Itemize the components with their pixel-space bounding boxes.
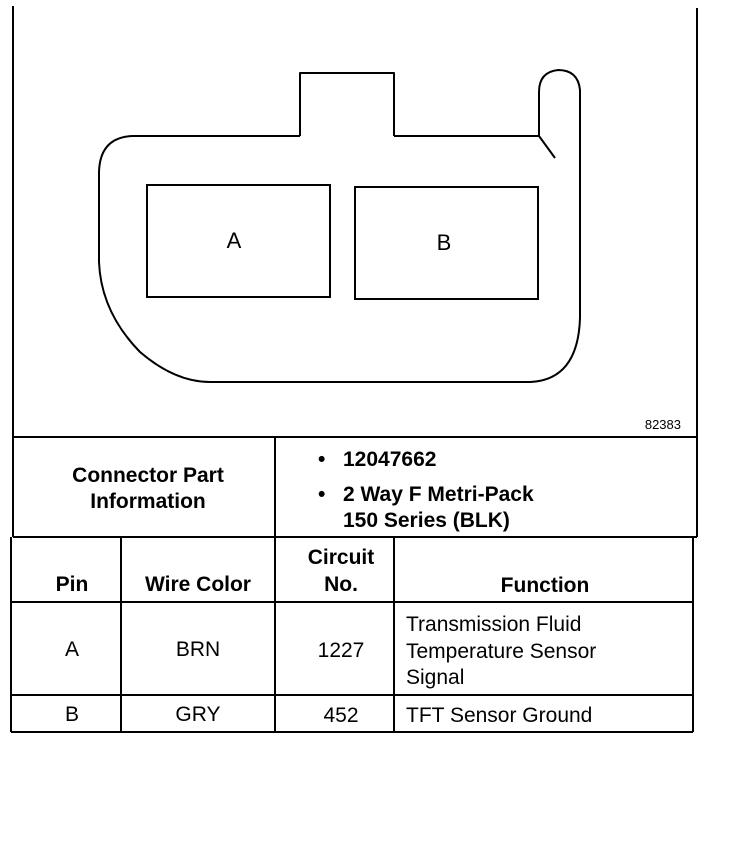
row-b-pin: B (64, 703, 80, 726)
part-info-label-line2: Information (90, 490, 206, 513)
header-circuit-line1: Circuit (307, 546, 375, 569)
row-b-wire-color: GRY (175, 703, 221, 726)
row-a-wire-color: BRN (175, 638, 221, 661)
row-b-function-line1: TFT Sensor Ground (406, 704, 593, 727)
bullet-2: • (318, 483, 326, 506)
part-description-line2: 150 Series (BLK) (343, 509, 510, 532)
part-info-label-line1: Connector Part (72, 464, 224, 487)
row-a-circuit: 1227 (317, 639, 365, 662)
header-function: Function (500, 574, 590, 597)
header-wire-color: Wire Color (145, 573, 251, 596)
bullet-1: • (318, 448, 326, 471)
cavity-a-label: A (226, 228, 242, 253)
part-number: 12047662 (343, 448, 437, 471)
row-a-pin: A (64, 638, 80, 661)
header-pin: Pin (55, 573, 89, 596)
part-description-line1: 2 Way F Metri-Pack (343, 483, 534, 506)
cavity-b-label: B (436, 230, 452, 255)
row-a-function-line2: Temperature Sensor (406, 640, 597, 663)
figure-number: 82383 (644, 417, 681, 432)
row-a-function-line1: Transmission Fluid (406, 613, 582, 636)
connector-body (99, 70, 580, 382)
header-circuit-line2: No. (324, 573, 358, 596)
row-b-circuit: 452 (323, 704, 359, 727)
row-a-function-line3: Signal (406, 666, 465, 689)
